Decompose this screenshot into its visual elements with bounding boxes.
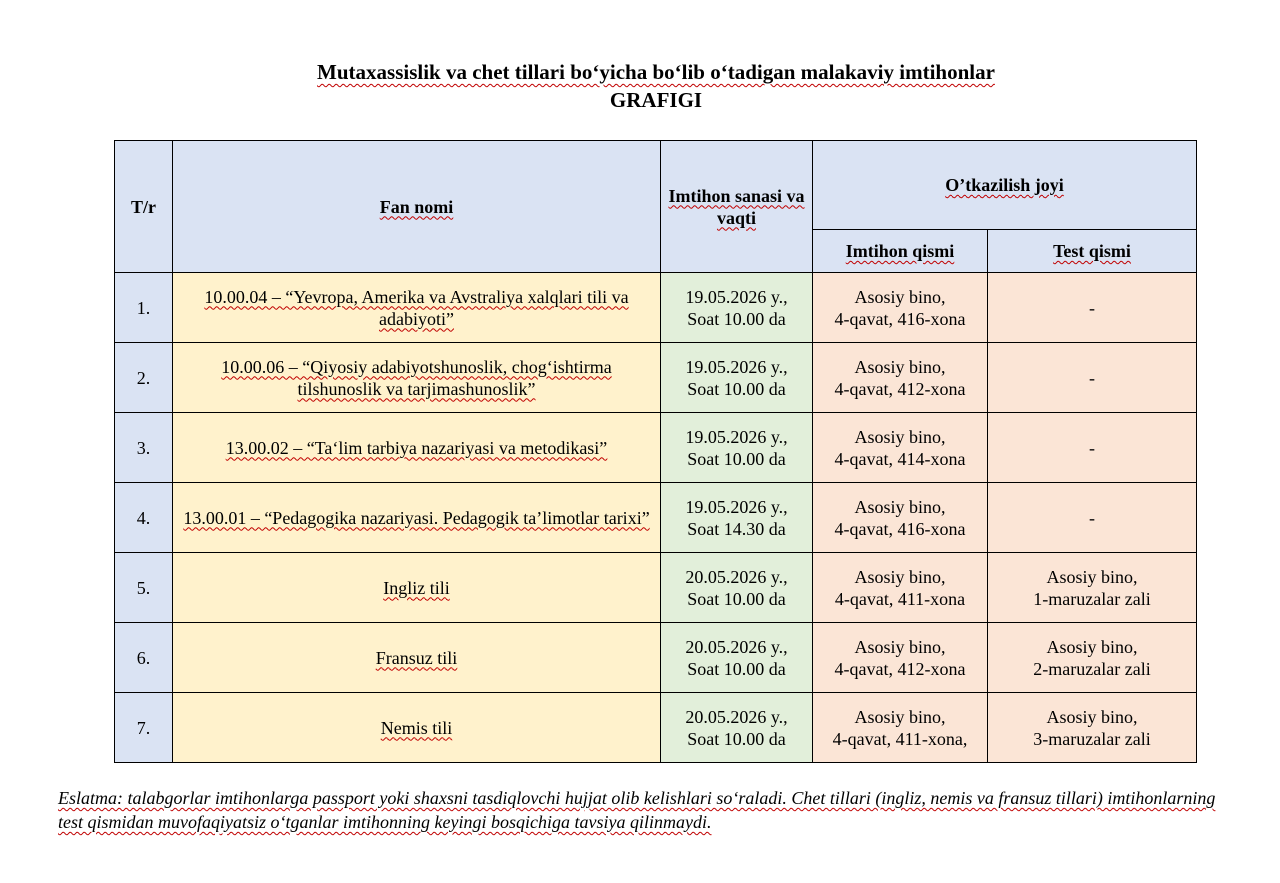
exam-date: 20.05.2026 y.,	[685, 636, 788, 657]
exam-date: 20.05.2026 y.,	[685, 566, 788, 587]
header-test-part	[988, 230, 1197, 273]
subject-name-cell	[173, 483, 661, 553]
exam-time: Soat 10.00 da	[687, 308, 786, 329]
exam-room: 4-qavat, 416-xona	[834, 308, 966, 329]
exam-date-cell	[661, 273, 813, 343]
exam-room: 4-qavat, 414-xona	[834, 448, 966, 469]
subject-name: Fransuz tili	[375, 647, 458, 668]
exam-time: Soat 10.00 da	[687, 378, 786, 399]
exam-building: Asosiy bino,	[854, 496, 946, 517]
table-body	[115, 273, 1197, 763]
exam-building: Asosiy bino,	[854, 426, 946, 447]
test-building: Asosiy bino,	[1046, 636, 1138, 657]
subject-name-cell	[173, 553, 661, 623]
exam-building: Asosiy bino,	[854, 706, 946, 727]
row-number: 5.	[115, 553, 173, 623]
exam-date: 20.05.2026 y.,	[685, 706, 788, 727]
table-row	[115, 623, 1197, 693]
note-label: Eslatma: talabgorlar imtihonlarga passport yoki shaxsni tasdiqlovchi hujjat olib kelishlari so‘raladi. Chet tillari (ingliz, nemis va fransuz tillari) imtihonlarning test qismidan muvofaqiyatsiz o‘tganlar imtihonning keyingi bosqichiga tavsiya qilinmaydi.	[58, 788, 1216, 832]
exam-date-cell	[661, 623, 813, 693]
exam-date-cell	[661, 483, 813, 553]
table-row	[115, 693, 1197, 763]
test-building: Asosiy bino,	[1046, 706, 1138, 727]
header-fan-nomi	[173, 141, 661, 273]
table-row	[115, 483, 1197, 553]
subject-name: 10.00.04 – “Yevropa, Amerika va Avstraliya xalqlari tili va adabiyoti”	[204, 286, 629, 329]
header-exam-part-label: Imtihon qismi	[845, 241, 955, 261]
exam-location-cell	[813, 483, 988, 553]
test-location-cell	[988, 343, 1197, 413]
row-number: 6.	[115, 623, 173, 693]
exam-time: Soat 10.00 da	[687, 588, 786, 609]
test-location-cell	[988, 413, 1197, 483]
exam-time: Soat 10.00 da	[687, 728, 786, 749]
exam-location-cell	[813, 623, 988, 693]
test-location-cell	[988, 623, 1197, 693]
test-room: 1-maruzalar zali	[1033, 588, 1151, 609]
row-number: 1.	[115, 273, 173, 343]
test-building: Asosiy bino,	[1046, 566, 1138, 587]
test-building: -	[1089, 297, 1095, 318]
header-date-label: Imtihon sanasi va vaqti	[668, 185, 805, 228]
header-date	[661, 141, 813, 273]
exam-date: 19.05.2026 y.,	[685, 356, 788, 377]
subject-name-cell	[173, 413, 661, 483]
exam-building: Asosiy bino,	[854, 636, 946, 657]
test-location-cell	[988, 273, 1197, 343]
exam-schedule-table	[114, 140, 1197, 763]
test-location-cell	[988, 553, 1197, 623]
exam-date: 19.05.2026 y.,	[685, 426, 788, 447]
test-room: 3-maruzalar zali	[1033, 728, 1151, 749]
header-test-part-label: Test qismi	[1053, 241, 1131, 261]
exam-room: 4-qavat, 411-xona,	[832, 728, 968, 749]
header-place-label: O’tkazilish joyi	[945, 175, 1064, 195]
subject-name-cell	[173, 623, 661, 693]
subject-name: Ingliz tili	[383, 577, 450, 598]
row-number: 2.	[115, 343, 173, 413]
subject-name: 10.00.06 – “Qiyosiy adabiyotshunoslik, chog‘ishtirma tilshunoslik va tarjimashunoslik”	[221, 356, 612, 399]
header-row-1	[115, 141, 1197, 230]
exam-location-cell	[813, 693, 988, 763]
exam-time: Soat 14.30 da	[687, 518, 786, 539]
exam-location-cell	[813, 553, 988, 623]
exam-room: 4-qavat, 412-xona	[834, 658, 966, 679]
subject-name: Nemis tili	[380, 717, 453, 738]
row-number: 7.	[115, 693, 173, 763]
exam-date-cell	[661, 413, 813, 483]
title-line-2: GRAFIGI	[609, 88, 703, 112]
subject-name-cell	[173, 693, 661, 763]
subject-name: 13.00.02 – “Ta‘lim tarbiya nazariyasi va metodikasi”	[225, 437, 608, 458]
test-building: -	[1089, 507, 1095, 528]
exam-building: Asosiy bino,	[854, 566, 946, 587]
exam-date-cell	[661, 693, 813, 763]
exam-room: 4-qavat, 412-xona	[834, 378, 966, 399]
table-row	[115, 343, 1197, 413]
table-row	[115, 553, 1197, 623]
exam-date: 19.05.2026 y.,	[685, 496, 788, 517]
subject-name: 13.00.01 – “Pedagogika nazariyasi. Pedagogik ta’limotlar tarixi”	[183, 507, 650, 528]
header-fan-label: Fan nomi	[379, 196, 454, 217]
note-text	[58, 786, 1228, 834]
exam-date-cell	[661, 553, 813, 623]
exam-date: 19.05.2026 y.,	[685, 286, 788, 307]
subject-name-cell	[173, 273, 661, 343]
exam-date-cell	[661, 343, 813, 413]
exam-building: Asosiy bino,	[854, 356, 946, 377]
exam-location-cell	[813, 273, 988, 343]
title-line-1: Mutaxassislik va chet tillari bo‘yicha bo‘lib o‘tadigan malakaviy imtihonlar	[317, 60, 995, 84]
document-title	[0, 58, 1280, 114]
exam-room: 4-qavat, 411-xona	[834, 588, 966, 609]
header-exam-part	[813, 230, 988, 273]
header-place	[813, 141, 1197, 230]
exam-room: 4-qavat, 416-xona	[834, 518, 966, 539]
test-building: -	[1089, 437, 1095, 458]
exam-time: Soat 10.00 da	[687, 448, 786, 469]
exam-location-cell	[813, 343, 988, 413]
test-room: 2-maruzalar zali	[1033, 658, 1151, 679]
exam-time: Soat 10.00 da	[687, 658, 786, 679]
table-row	[115, 273, 1197, 343]
row-number: 4.	[115, 483, 173, 553]
test-location-cell	[988, 483, 1197, 553]
subject-name-cell	[173, 343, 661, 413]
exam-building: Asosiy bino,	[854, 286, 946, 307]
header-tr: T/r	[115, 141, 173, 273]
test-building: -	[1089, 367, 1095, 388]
test-location-cell	[988, 693, 1197, 763]
table-row	[115, 413, 1197, 483]
exam-location-cell	[813, 413, 988, 483]
row-number: 3.	[115, 413, 173, 483]
